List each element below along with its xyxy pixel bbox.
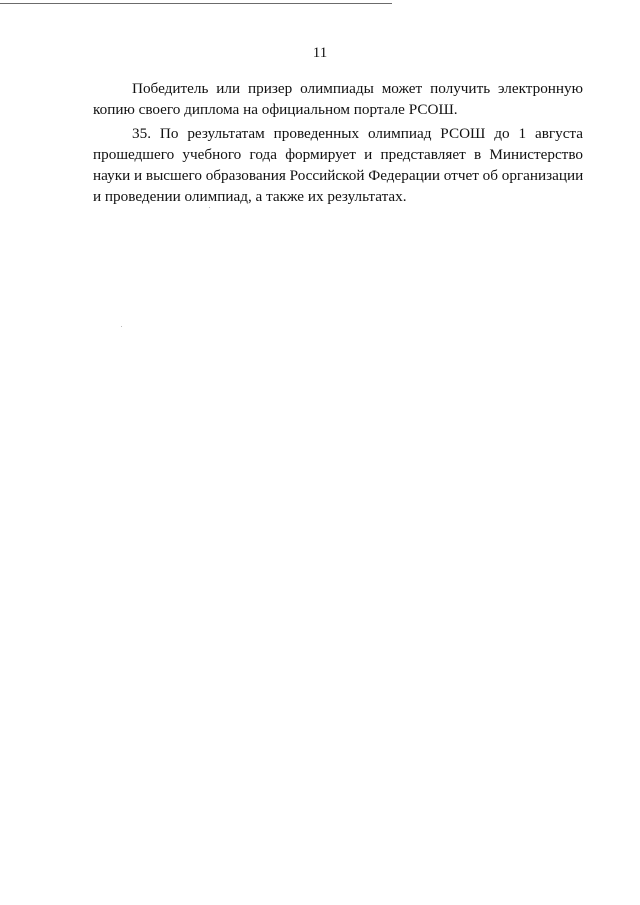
scan-speck: [209, 207, 210, 208]
scan-speck: [121, 326, 122, 327]
paragraph-35: [93, 123, 583, 208]
text-line: науки и высшего образования Российской Федерации отчет об организации: [93, 167, 584, 185]
text-line: 35. По результатам проведенных олимпиад РСОШ до 1 августа: [132, 124, 583, 142]
text-line: Победитель или призер олимпиады может получить электронную: [132, 80, 583, 97]
scan-top-rule: [0, 3, 392, 4]
text-line: прошедшего учебного года формирует и представляет в Министерство: [93, 145, 583, 163]
text-line: и проведении олимпиад, а также их результатах.: [93, 188, 407, 206]
paragraph-diploma: [93, 78, 583, 121]
text-line: копию своего диплома на официальном портале РСОШ.: [93, 101, 458, 119]
document-body: [93, 78, 583, 210]
page-number: 11: [312, 45, 328, 61]
